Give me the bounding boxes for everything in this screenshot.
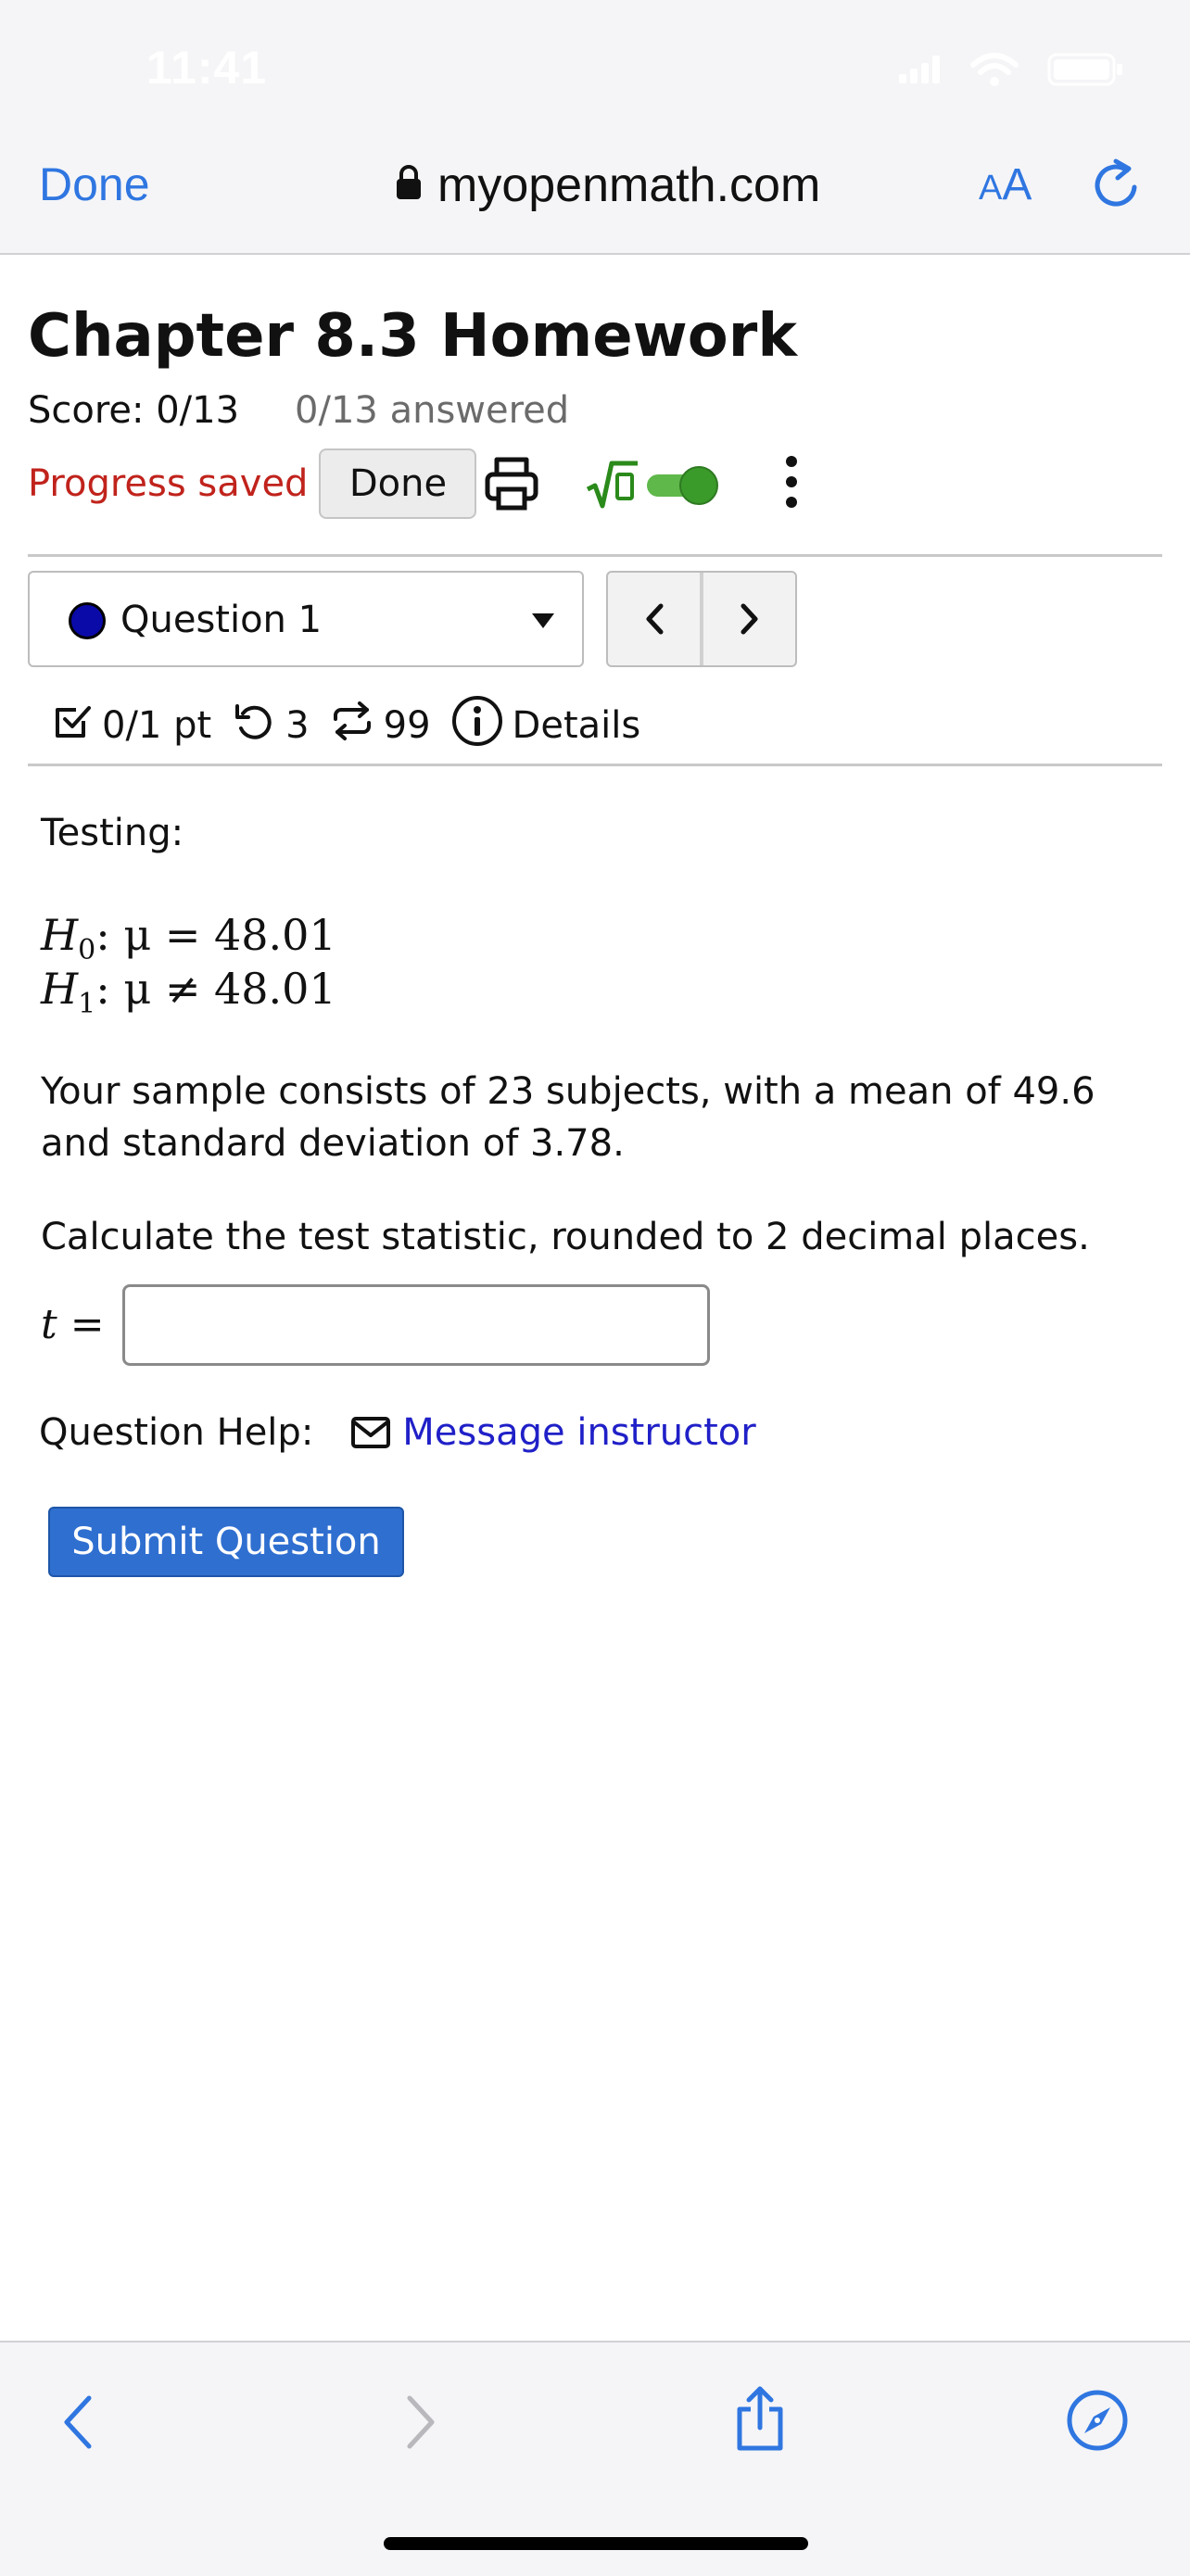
lock-icon [395,158,423,213]
more-options-icon[interactable] [782,450,801,519]
divider [28,554,1162,557]
home-indicator[interactable] [384,2537,808,2550]
alternative-hypothesis [41,964,336,1020]
text-size-button[interactable] [979,159,1032,210]
question-select[interactable] [28,571,584,667]
chevron-right-icon [740,603,760,635]
question-instruction: Calculate the test statistic, rounded to 2 decimal places. [41,1216,1090,1258]
attempts-icon [330,701,374,751]
caret-down-icon [530,612,556,634]
h1-relation: : μ ≠ 48.01 [95,964,336,1014]
math-toggle[interactable] [645,465,721,502]
answered-count: 0/13 answered [295,389,570,432]
answer-equals: = [70,1301,105,1348]
h1-symbol: H [41,964,79,1014]
h0-relation: : μ = 48.01 [95,910,336,960]
answer-label [41,1301,105,1348]
text-size-large-label: A [1002,160,1032,209]
text-size-small-label: A [979,169,1003,208]
question-help-label: Question Help: [39,1411,314,1454]
divider [28,764,1162,766]
chevron-left-icon [644,603,665,635]
wifi-icon [969,52,1019,91]
answer-variable: t [41,1301,57,1348]
h0-subscript: 0 [78,934,96,967]
next-question-button[interactable] [700,573,795,665]
toolbar-icons [28,447,862,521]
details-link[interactable]: Details [512,704,641,747]
print-icon[interactable] [484,454,539,517]
retries-count: 3 [285,704,310,747]
question-nav-buttons [606,571,797,667]
browser-top-bar [0,130,1190,255]
checkbox-icon [52,701,93,751]
submit-question-button[interactable]: Submit Question [48,1507,404,1577]
h1-subscript: 1 [78,988,96,1021]
battery-icon [1047,53,1125,90]
forward-icon[interactable] [402,2393,439,2456]
assignment-done-button[interactable]: Done [319,448,476,519]
question-status-dot [69,602,106,639]
math-entry-icon[interactable] [584,454,639,517]
attempts-count: 99 [383,704,431,747]
info-icon[interactable] [451,695,503,756]
page-title: Chapter 8.3 Homework [28,302,797,371]
address-bar[interactable] [395,158,820,213]
share-icon[interactable] [732,2385,788,2456]
mail-icon [350,1416,391,1449]
browser-done-button[interactable]: Done [39,158,150,210]
sample-description: Your sample consists of 23 subjects, with a mean of 49.6 and standard deviation of 3.78. [41,1070,1095,1165]
reload-icon[interactable] [1090,156,1142,215]
points-text: 0/1 pt [102,704,212,747]
retry-icon [232,701,276,751]
status-bar [0,0,1190,130]
question-help [39,1403,756,1462]
previous-question-button[interactable] [608,573,700,665]
h0-symbol: H [41,910,79,960]
cellular-signal-icon [899,56,942,87]
score-text: Score: 0/13 [28,389,240,432]
question-select-label: Question 1 [120,599,323,641]
url-text: myopenmath.com [437,158,821,212]
score-row [28,389,569,432]
progress-status: Progress saved [28,462,309,505]
compass-icon[interactable] [1066,2389,1129,2456]
question-intro: Testing: [41,812,184,854]
status-time: 11:41 [146,42,268,94]
message-instructor-link[interactable]: Message instructor [402,1411,756,1454]
status-icons [899,52,1125,91]
answer-input[interactable] [122,1284,710,1366]
question-meta [52,697,640,754]
back-icon[interactable] [59,2393,96,2456]
null-hypothesis [41,910,336,966]
